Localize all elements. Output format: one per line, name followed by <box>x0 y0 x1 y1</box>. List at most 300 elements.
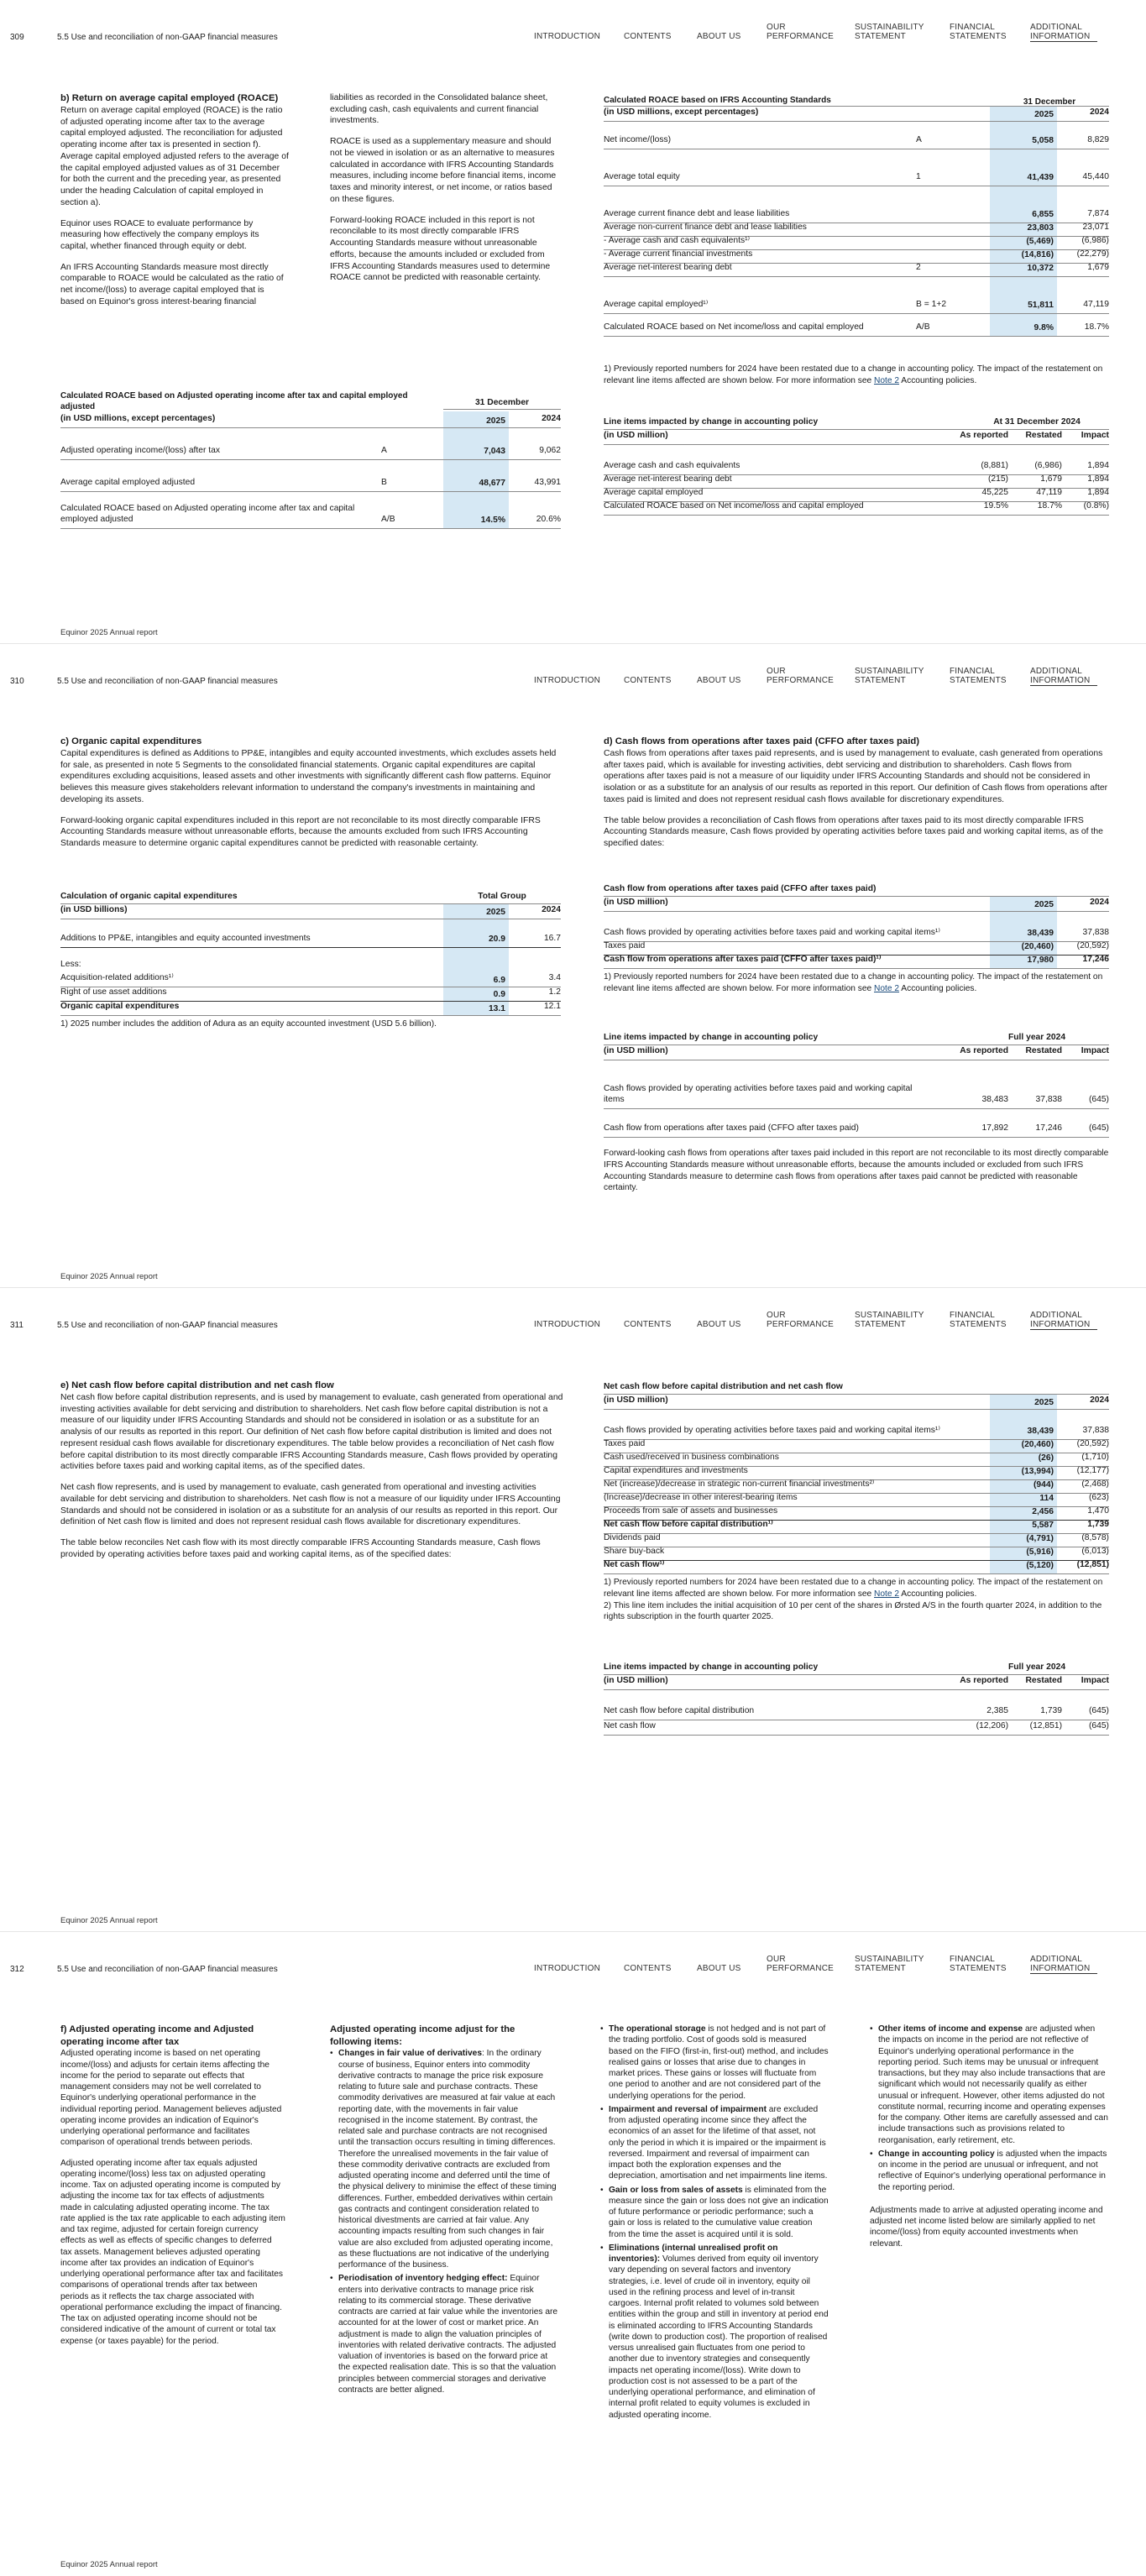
unit-label: (in USD million) <box>604 1395 668 1405</box>
aoi-col3 <box>600 2024 829 2423</box>
table-organic-capex <box>60 893 561 1030</box>
row-label: Average cash and cash equivalents <box>604 460 740 470</box>
value-2025: 41,439 <box>990 149 1057 186</box>
cffo-text <box>604 736 1109 859</box>
aoi-col4 <box>870 2024 1109 2259</box>
col-as-reported: As reported <box>960 1675 1008 1685</box>
paragraph: ROACE is used as a supplementary measure and should not be viewed in isolation or as an alternative to measures calculated in accordance with IFRS Accounting Standards measures, including income before financial items, income taxes and minority interest, or net income, or ratios based on these figures. <box>330 137 557 204</box>
table-row <box>604 475 1109 489</box>
table-row <box>604 1521 1109 1534</box>
value-impact: (645) <box>1088 1705 1109 1715</box>
bullet-item <box>600 2104 829 2182</box>
paragraph: Return on average capital employed (ROACE) is the ratio of adjusted operating income after tax to the average capital employed adjusted. The reconciliation for adjusted operating income after tax is presented in section f). Average capital employed adjusted refers to the average of the capital employed adjusted values as of 31 December for both the current and the preceding year, as presented under the heading Calculation of capital employed in section a). <box>60 105 289 207</box>
bullet-term: Gain or loss from sales of assets <box>609 2185 743 2195</box>
value-2025: (14,816) <box>990 250 1057 263</box>
row-label: Cash used/received in business combinations <box>604 1452 779 1462</box>
column-group: Total Group <box>478 891 526 901</box>
nav-our-performance[interactable]: OUR PERFORMANCE <box>767 23 834 41</box>
bullet-item <box>870 2149 1109 2193</box>
bullet-text: Volumes derived from equity oil inventory vary depending on several factors and inventory strategies, i.e. level of crude oil in inventory, equity oil used in the refining process and level of in-transit cargoes. Internal profit related to volumes sold between entities within the group and still in inventory at period end is eliminated according to IFRS Accounting Standards (write down to production cost). The proportion of realised versus unrealised gain fluctuates from one period to another due to inventory strategies and consequently impacts net operating income/(loss). Write down to production cost is not assessed to be a part of the underlying operational performance, and elimination of internal profit related to equity volumes is excluded in adjusted operating income. <box>609 2254 829 2420</box>
row-label: Right of use asset additions <box>60 987 167 997</box>
row-note: A/B <box>381 514 395 524</box>
value-2024: 17,246 <box>1082 954 1109 964</box>
value-restated: 37,838 <box>1035 1094 1062 1104</box>
table-row <box>604 956 1109 969</box>
row-note: 2 <box>916 262 921 272</box>
column-group-date: 31 December <box>1023 97 1076 107</box>
value-as-reported: 38,483 <box>981 1094 1008 1104</box>
column-group-date: Full year 2024 <box>1007 1032 1066 1042</box>
table-row <box>604 1507 1109 1521</box>
value-2025: 7,043 <box>443 428 509 459</box>
row-note: 1 <box>916 171 921 181</box>
value-2025: (5,916) <box>990 1547 1057 1560</box>
page-number: 309 <box>10 33 24 42</box>
value-2025: 5,587 <box>990 1521 1057 1533</box>
adjust-items-list <box>600 2024 829 2421</box>
row-label: Net income/(loss) <box>604 134 672 144</box>
paragraph: An IFRS Accounting Standards measure most directly comparable to ROACE would be calculated as the ratio of net income/(loss) to average capital employed that is based on Equinor's gross interest-bearing financial <box>60 262 284 306</box>
value-2024: (2,468) <box>1081 1479 1109 1489</box>
nav-introduction[interactable]: INTRODUCTION <box>534 1964 601 1973</box>
value-2024: 43,991 <box>534 477 561 487</box>
table-row <box>604 149 1109 186</box>
row-label: Taxes paid <box>604 1438 646 1448</box>
value-2024: 16.7 <box>543 933 561 943</box>
footnote: 1) 2025 number includes the addition of Adura as an equity accounted investment (USD 5.6 billion). <box>60 1019 437 1029</box>
value-as-reported: 45,225 <box>981 487 1008 497</box>
top-nav <box>0 669 1146 691</box>
table-row <box>60 973 561 987</box>
nav-sustainability-statement[interactable]: SUSTAINABILITY STATEMENT <box>855 667 924 685</box>
row-label: Average total equity <box>604 171 680 181</box>
value-2025: 38,439 <box>990 1410 1057 1439</box>
table-row <box>60 948 561 973</box>
unit-label: (in USD million) <box>604 897 668 907</box>
table-title: Line items impacted by change in accounting policy <box>604 1032 819 1042</box>
value-2025: (20,460) <box>990 1440 1057 1453</box>
row-label: Net cash flow before capital distribution <box>604 1705 755 1715</box>
nav-about-us[interactable]: ABOUT US <box>697 1964 741 1973</box>
nav-about-us[interactable]: ABOUT US <box>697 32 741 41</box>
nav-financial-statements[interactable]: FINANCIAL STATEMENTS <box>950 23 1007 41</box>
nav-introduction[interactable]: INTRODUCTION <box>534 676 601 685</box>
row-label: Taxes paid <box>604 940 646 950</box>
row-label: Average net-interest bearing debt <box>604 474 732 484</box>
col-2025: 2025 <box>443 411 509 427</box>
section-title: 5.5 Use and reconciliation of non-GAAP financial measures <box>57 33 278 42</box>
value-2024: (6,013) <box>1081 1546 1109 1556</box>
row-label: Cash flow from operations after taxes paid (CFFO after taxes paid)¹⁾ <box>604 954 882 964</box>
bullet-term: Periodisation of inventory hedging effect: <box>338 2274 508 2284</box>
col-restated: Restated <box>1025 430 1062 440</box>
row-label: Less: <box>60 959 81 969</box>
table-body <box>604 1690 1109 1736</box>
row-label: Net cash flow before capital distribution¹⁾ <box>604 1519 773 1529</box>
paragraph: liabilities as recorded in the Consolidated balance sheet, excluding cash, cash equivalents and current financial investments. <box>330 93 548 126</box>
table-row <box>604 250 1109 264</box>
value-2024: (12,177) <box>1076 1465 1109 1475</box>
value-2025: 0.9 <box>443 987 509 1001</box>
value-impact: (645) <box>1088 1123 1109 1133</box>
heading-adjusted-operating-income: f) Adjusted operating income and Adjusted operating income after tax <box>60 2024 254 2047</box>
bullet-term: Other items of income and expense <box>878 2024 1023 2034</box>
section-title: 5.5 Use and reconciliation of non-GAAP financial measures <box>57 1965 278 1974</box>
table-net-cash-flow <box>604 1383 1109 1623</box>
value-2025: 114 <box>990 1494 1057 1506</box>
paragraph: Cash flows from operations after taxes paid represents, and is used by management to evaluate, cash generated from operations after taxes paid, which is available for investing activities, debt servicing and distribution to shareholders. Cash flows from operations after taxes paid is not a measure of our liquidity under IFRS Accounting Standards and should not be considered in isolation or as a substitute for an analysis of our results as reported in this report. Our definition of Cash flows from operations after taxes paid is limited and does not represent residual cash flows available for discretionary expenditures. <box>604 748 1108 804</box>
bullet-term: Eliminations (internal unrealised profit on inventories): <box>609 2243 778 2264</box>
row-note: A <box>381 445 387 455</box>
value-impact: 1,894 <box>1087 460 1109 470</box>
nav-sustainability-statement[interactable]: SUSTAINABILITY STATEMENT <box>855 1955 924 1973</box>
bullet-text: are adjusted when the impacts on income in the period are not reflective of Equinor's underlying operational performance in the reporting period. Such items may be unusual or infrequent transactions, but they may also include transactions that are significant which would not necessarily qualify as either unusual or infrequent. However, other items adjusted do not constitute normal, recurring income and operating expenses for the company. Other items are carefully assessed and can include transactions such as provisions related to reorganisation, early retirement, etc. <box>878 2024 1108 2145</box>
row-label: Cash flow from operations after taxes paid (CFFO after taxes paid) <box>604 1123 859 1133</box>
page-312 <box>0 1932 1146 2576</box>
value-2024: 23,071 <box>1082 222 1109 232</box>
row-label: Dividends paid <box>604 1532 661 1542</box>
heading-organic-capex: c) Organic capital expenditures <box>60 736 202 746</box>
value-2025: 14.5% <box>443 492 509 528</box>
table-roace-ifrs <box>604 96 1109 122</box>
row-label: Adjusted operating income/(loss) after tax <box>60 445 221 455</box>
value-2024: 9,062 <box>539 445 561 455</box>
col-restated: Restated <box>1025 1675 1062 1685</box>
note-2-link[interactable]: Note 2 <box>874 375 900 385</box>
value-2024: (623) <box>1088 1492 1109 1502</box>
nav-about-us[interactable]: ABOUT US <box>697 1320 741 1329</box>
unit-label: (in USD billions) <box>60 904 128 914</box>
footnote-text: 1) Previously reported numbers for 2024 have been restated due to a change in accounting policy. The impact of the restatement on relevant line items affected are shown below. For more information see <box>604 364 1103 385</box>
nav-financial-statements[interactable]: FINANCIAL STATEMENTS <box>950 667 1007 685</box>
row-label: - Average cash and cash equivalents¹⁾ <box>604 235 751 245</box>
paragraph: Adjusted operating income is based on net operating income/(loss) and adjusts for certain items affecting the income for the period to separate out effects that management considers may not be well correlated to Equinor's underlying operational performance in the individual reporting period. Management believes adjusted operating income provides an indication of Equinor's underlying operational performance and facilitates comparison of operational trends between periods. <box>60 2049 282 2148</box>
page-header <box>0 644 1146 696</box>
table-row <box>604 277 1109 314</box>
row-label: Cash flows provided by operating activities before taxes paid and working capital items¹⁾ <box>604 927 940 937</box>
nav-financial-statements[interactable]: FINANCIAL STATEMENTS <box>950 1955 1007 1973</box>
bullet-term: The operational storage <box>609 2024 706 2034</box>
value-2025: 5,058 <box>990 122 1057 149</box>
row-label: Cash flows provided by operating activities before taxes paid and working capital items¹⁾ <box>604 1425 940 1435</box>
paragraph: Adjustments made to arrive at adjusted operating income and adjusted net income listed below are similarly applied to net income/(loss) from equity accounted investments when relevant. <box>870 2205 1103 2249</box>
aoi-col2 <box>330 2024 558 2398</box>
bullet-term: Impairment and reversal of impairment <box>609 2104 767 2114</box>
page-309 <box>0 0 1146 644</box>
top-nav <box>0 1957 1146 1979</box>
column-group-date: Full year 2024 <box>1007 1662 1066 1672</box>
value-2024: (6,986) <box>1081 235 1109 245</box>
footnote-text-end: Accounting policies. <box>899 983 977 993</box>
bullet-text: is adjusted when the impacts on income in the period are unusual or infrequent, and not reflective of Equinor's underlying operational performance in the reporting period. <box>878 2149 1107 2192</box>
bullet-text: Equinor enters into derivative contracts to manage price risk relating to its commercial storage. These derivative contracts are carried at fair value while the inventories are accounted for at the lower of cost or market price. An adjustment is made to align the valuation principles of inventories with related derivative contracts. The adjusted valuation of inventories is based on the forward price at the expected realisation date. This is so that the valuation principles between commercial storages and derivative contracts are better aligned. <box>338 2274 558 2395</box>
col-2024: 2024 <box>542 904 561 914</box>
value-2024: 1.2 <box>548 987 561 997</box>
table-row <box>604 264 1109 277</box>
col-as-reported: As reported <box>960 1045 1008 1055</box>
adjust-items-list <box>870 2024 1109 2193</box>
bullet-text: is eliminated from the measure since the gain or loss does not give an indication of future performance or periodic performance; such a gain or loss is related to the cumulative value creation from the time the asset is acquired until it is sold. <box>609 2185 829 2239</box>
col-2025: 2025 <box>990 107 1057 121</box>
nav-additional-information[interactable]: ADDITIONAL INFORMATION <box>1030 23 1097 42</box>
table-impacted-309 <box>604 418 1109 516</box>
page-header <box>0 0 1146 52</box>
row-label: Calculated ROACE based on Adjusted operating income after tax and capital employed adjusted <box>60 504 355 524</box>
page-header <box>0 1932 1146 1984</box>
value-as-reported: 19.5% <box>983 500 1008 510</box>
value-2024: (20,592) <box>1076 1438 1109 1448</box>
table-title: Cash flow from operations after taxes paid (CFFO after taxes paid) <box>604 883 877 893</box>
value-restated: 1,679 <box>1040 474 1062 484</box>
value-2025: 51,811 <box>990 277 1057 313</box>
value-2025: (13,994) <box>990 1467 1057 1479</box>
heading-roace: b) Return on average capital employed (ROACE) <box>60 93 279 103</box>
nav-additional-information[interactable]: ADDITIONAL INFORMATION <box>1030 667 1097 686</box>
table-title: Line items impacted by change in accounting policy <box>604 1662 819 1672</box>
top-nav <box>0 1313 1146 1335</box>
table-row <box>604 1690 1109 1720</box>
row-label: Average capital employed adjusted <box>60 477 196 487</box>
value-2025: 38,439 <box>990 912 1057 941</box>
footer: Equinor 2025 Annual report <box>60 1916 158 1925</box>
value-as-reported: 2,385 <box>986 1705 1008 1715</box>
value-2024: 18.7% <box>1084 322 1109 332</box>
table-row <box>604 237 1109 250</box>
footnote-text: 1) Previously reported numbers for 2024 have been restated due to a change in accounting policy. The impact of the restatement on relevant line items affected are shown below. For more information see <box>604 972 1103 993</box>
value-2025: 48,677 <box>443 460 509 491</box>
paragraph: Net cash flow before capital distribution represents, and is used by management to evaluate, cash generated from operational and investing activities available for debt servicing and distribution to shareholders. Net cash flow before capital distribution is not a measure of our liquidity under IFRS Accounting Standards and should not be considered in isolation or as a substitute for an analysis of our results as reported in this report. Our definition of Net cash flow before capital distribution is limited and does not represent residual cash flows available for discretionary expenditures. The table below provides a reconciliation of Net cash flow before capital distribution to its most directly comparable IFRS Accounting Standards measure, Cash flows provided by operating activities before taxes paid and working capital items, as of the specified dates. <box>60 1392 563 1472</box>
value-impact: (645) <box>1088 1720 1109 1730</box>
table-row <box>60 1002 561 1016</box>
bullet-text: is not hedged and is not part of the trading portfolio. Cost of goods sold is measured based on the FIFO (first-in, first-out) method, and includes realised gains or losses that arise due to changes in market prices. These gains or losses will fluctuate from one period to another and are not considered part of the underlying operations for the period. <box>609 2024 829 2101</box>
row-note: B <box>381 477 387 487</box>
value-restated: (12,851) <box>1029 1720 1062 1730</box>
unit-label: (in USD million) <box>604 430 668 440</box>
table-row <box>604 1494 1109 1507</box>
row-note: A <box>916 134 922 144</box>
table-row <box>604 1060 1109 1109</box>
value-2025: 2,456 <box>990 1507 1057 1520</box>
table-row <box>604 1109 1109 1138</box>
value-as-reported: (215) <box>987 474 1008 484</box>
nav-about-us[interactable]: ABOUT US <box>697 676 741 685</box>
table-row <box>604 1561 1109 1574</box>
value-2025: (4,791) <box>990 1534 1057 1547</box>
table-body <box>604 1060 1109 1138</box>
row-label: - Average current financial investments <box>604 249 753 259</box>
col-impact: Impact <box>1081 1675 1109 1685</box>
value-2025: 9.8% <box>990 314 1057 336</box>
nav-our-performance[interactable]: OUR PERFORMANCE <box>767 1311 834 1329</box>
nav-introduction[interactable]: INTRODUCTION <box>534 32 601 41</box>
table-row <box>604 1480 1109 1494</box>
page-header <box>0 1288 1146 1340</box>
note-2-link[interactable]: Note 2 <box>874 1589 900 1599</box>
nav-our-performance[interactable]: OUR PERFORMANCE <box>767 1955 834 1973</box>
value-2024: (8,578) <box>1081 1532 1109 1542</box>
value-2024: 8,829 <box>1087 134 1109 144</box>
row-label: Net (increase)/decrease in strategic non-current financial investments²⁾ <box>604 1479 875 1489</box>
table-title: Calculated ROACE based on IFRS Accounting Standards <box>604 96 831 105</box>
table-row <box>60 428 561 460</box>
paragraph: Forward-looking cash flows from operations after taxes paid included in this report are not reconcilable to its most directly comparable IFRS Accounting Standards measure without unreasonable efforts, because the amounts included or excluded from such IFRS Accounting Standards measure to determine cash flows from operations after taxes paid cannot be predicted with reasonable certainty. <box>604 1149 1109 1193</box>
footer: Equinor 2025 Annual report <box>60 2560 158 2569</box>
value-2025: 6.9 <box>443 973 509 987</box>
paragraph: Adjusted operating income after tax equals adjusted operating income/(loss) less tax on adjusted operating income. Tax on adjusted operating income is computed by adjusting the income tax for tax effects of adjustments made in calculating adjusted operating income. The tax rate applied is the tax rate applicable to each adjusting item and tax regime, adjusted for certain foreign currency effects as well as effects of specific changes to deferred tax assets. Management believes adjusted operating income after tax provides an indication of Equinor's underlying operational performance after tax and facilitates comparisons of operational trends after tax between periods as it reflects the tax charge associated with operational performance excluding the impact of financing. The tax on adjusted operating income should not be considered indicative of the amount of current or total tax expense (or taxes payable) for the period. <box>60 2158 285 2346</box>
value-2024: 7,874 <box>1087 208 1109 218</box>
table-row <box>60 987 561 1002</box>
row-label: Calculated ROACE based on Net income/loss and capital employed <box>604 322 864 332</box>
row-label: Cash flows provided by operating activities before taxes paid and working capital items <box>604 1084 913 1104</box>
value-as-reported: (12,206) <box>976 1720 1008 1730</box>
paragraph: The table below provides a reconciliation of Cash flows from operations after taxes paid to its most directly comparable IFRS Accounting Standards measure, Cash flows provided by operating activities before taxes paid and working capital items, as of the specified dates: <box>604 815 1103 849</box>
bullet-item <box>870 2024 1109 2146</box>
table-row <box>60 492 561 529</box>
value-2024: 12.1 <box>543 1001 561 1011</box>
value-impact: (645) <box>1088 1094 1109 1104</box>
bullet-text: : In the ordinary course of business, Equinor enters into commodity derivative contracts to manage the price risk exposure relating to future sale and purchase contracts. These commodity derivatives are measured at fair value at each reporting date, with the movements in fair value recognised in the income statement. By contrast, the related sale and purchase contracts are not recognised until the transaction occurs resulting in timing differences. Therefore the unrealised movements in the fair value of these commodity derivative contracts are excluded from adjusted operating income and deferred until the time of the physical delivery to minimise the effect of these timing differences. Further, embedded derivatives within certain gas contracts and contingent consideration related to historical divestments are carried at fair value. Any accounting impacts resulting from such changes in fair value are also excluded from adjusted operating income, as these fluctuations are not indicative of the underlying performance of the business. <box>338 2049 557 2270</box>
paragraph: Capital expenditures is defined as Additions to PP&E, intangibles and equity accounted investments, which excludes assets held for sale, as presented in note 5 Segments to the consolidated financial statements. Organic capital expenditures are capital expenditures excluding acquisitions, leased assets and other investments with significantly different cash flow patterns. Equinor believes this measure gives stakeholders relevant information to understand the company's investments in maintaining and developing its assets. <box>60 748 557 804</box>
bullet-term: Changes in fair value of derivatives <box>338 2049 482 2059</box>
table-row <box>604 122 1109 149</box>
ncf-text <box>60 1380 564 1569</box>
value-2024: (20,592) <box>1076 940 1109 950</box>
footnote-restated <box>604 361 1109 387</box>
roace-text-col2 <box>330 92 558 293</box>
value-impact: 1,894 <box>1087 487 1109 497</box>
col-restated: Restated <box>1025 1045 1062 1055</box>
page-310 <box>0 644 1146 1288</box>
table-row <box>604 489 1109 502</box>
nav-our-performance[interactable]: OUR PERFORMANCE <box>767 667 834 685</box>
value-2025: (944) <box>990 1480 1057 1493</box>
col-impact: Impact <box>1081 430 1109 440</box>
table-row <box>604 502 1109 516</box>
note-2-link[interactable]: Note 2 <box>874 983 900 993</box>
value-2024: (22,279) <box>1076 249 1109 259</box>
footer: Equinor 2025 Annual report <box>60 628 158 637</box>
footnote-text-end: Accounting policies. <box>899 1589 977 1599</box>
table-title: Net cash flow before capital distribution and net cash flow <box>604 1381 843 1391</box>
unit-label: (in USD million) <box>604 1675 668 1685</box>
heading-cffo: d) Cash flows from operations after taxes paid (CFFO after taxes paid) <box>604 736 920 746</box>
table-row <box>604 223 1109 237</box>
page-number: 312 <box>10 1965 24 1974</box>
row-label: Net cash flow <box>604 1720 656 1730</box>
table-impacted-311 <box>604 1663 1109 1736</box>
row-label: Average current finance debt and lease liabilities <box>604 208 790 218</box>
value-restated: 18.7% <box>1037 500 1062 510</box>
top-nav <box>0 25 1146 47</box>
row-label: Average capital employed¹⁾ <box>604 299 709 309</box>
value-as-reported: 17,892 <box>981 1123 1008 1133</box>
table-row <box>604 314 1109 337</box>
row-label: Organic capital expenditures <box>60 1001 180 1011</box>
row-label: Acquisition-related additions¹⁾ <box>60 972 174 982</box>
col-2025: 2025 <box>443 904 509 919</box>
table-cffo <box>604 885 1109 995</box>
bullet-item <box>600 2243 829 2421</box>
nav-contents[interactable]: CONTENTS <box>624 676 672 685</box>
table-row <box>604 1720 1109 1736</box>
nav-contents[interactable]: CONTENTS <box>624 1320 672 1329</box>
section-title: 5.5 Use and reconciliation of non-GAAP financial measures <box>57 677 278 686</box>
paragraph: Forward-looking ROACE included in this report is not reconcilable to its most directly comparable IFRS Accounting Standards measure without unreasonable efforts, because the amounts included or excluded from IFRS Accounting Standards measures used to determine ROACE cannot be predicted with reasonable certainty. <box>330 215 551 283</box>
roace-text-col1 <box>60 92 289 317</box>
page-number: 311 <box>10 1321 24 1330</box>
footer: Equinor 2025 Annual report <box>60 1272 158 1281</box>
value-2025: 23,803 <box>990 223 1057 236</box>
page-311 <box>0 1288 1146 1932</box>
value-2024: 45,440 <box>1082 171 1109 181</box>
value-2024: 37,838 <box>1082 927 1109 937</box>
section-title: 5.5 Use and reconciliation of non-GAAP financial measures <box>57 1321 278 1330</box>
value-2024: 3.4 <box>548 972 561 982</box>
table-row <box>604 1440 1109 1453</box>
paragraph: Equinor uses ROACE to evaluate performance by measuring how effectively the company employs its capital, whether financed through equity or debt. <box>60 218 259 251</box>
value-restated: 1,739 <box>1040 1705 1062 1715</box>
col-as-reported: As reported <box>960 430 1008 440</box>
value-impact: 1,894 <box>1087 474 1109 484</box>
nav-additional-information[interactable]: ADDITIONAL INFORMATION <box>1030 1311 1097 1330</box>
value-2025: (5,120) <box>990 1561 1057 1573</box>
table-row <box>604 1410 1109 1440</box>
nav-financial-statements[interactable]: FINANCIAL STATEMENTS <box>950 1311 1007 1329</box>
value-restated: 17,246 <box>1035 1123 1062 1133</box>
nav-introduction[interactable]: INTRODUCTION <box>534 1320 601 1329</box>
nav-sustainability-statement[interactable]: SUSTAINABILITY STATEMENT <box>855 23 924 41</box>
page-number: 310 <box>10 677 24 686</box>
table-body <box>604 445 1109 516</box>
table-row <box>60 919 561 948</box>
row-label: Calculated ROACE based on Net income/loss and capital employed <box>604 500 864 510</box>
bullet-item <box>330 2048 558 2270</box>
value-2025: (5,469) <box>990 237 1057 249</box>
bullet-text: are excluded from adjusted operating income since they affect the economics of an asset for the lifetime of that asset, not only the period in which it is impaired or the impairment is reversed. Impairment and reversal of impairment can impact both the exploration expenses and the depreciation, amortisation and net impairments line items. <box>609 2104 828 2181</box>
nav-contents[interactable]: CONTENTS <box>624 1964 672 1973</box>
table-roace-adjusted <box>60 391 561 529</box>
column-group-date: 31 December <box>474 397 530 407</box>
bullet-item <box>600 2024 829 2102</box>
nav-additional-information[interactable]: ADDITIONAL INFORMATION <box>1030 1955 1097 1974</box>
row-label: Average net-interest bearing debt <box>604 262 732 272</box>
col-2024: 2024 <box>1090 107 1109 117</box>
value-impact: (0.8%) <box>1083 500 1109 510</box>
column-group-date: At 31 December 2024 <box>993 416 1081 427</box>
footnote-text-end: Accounting policies. <box>899 375 977 385</box>
col-2024: 2024 <box>542 413 561 423</box>
footnote-text: 1) Previously reported numbers for 2024 have been restated due to a change in accounting policy. The impact of the restatement on relevant line items affected are shown below. For more information see <box>604 1578 1103 1599</box>
value-2025: 13.1 <box>443 1002 509 1015</box>
col-2024: 2024 <box>1090 1395 1109 1405</box>
capex-text <box>60 736 563 859</box>
bullet-item <box>330 2273 558 2395</box>
unit-label: (in USD millions, except percentages) <box>604 107 759 117</box>
row-label: Average capital employed <box>604 487 704 497</box>
value-2024: 1,739 <box>1087 1519 1109 1529</box>
value-2025: 20.9 <box>443 919 509 947</box>
heading-net-cash-flow: e) Net cash flow before capital distribution and net cash flow <box>60 1380 334 1390</box>
paragraph: Net cash flow represents, and is used by management to evaluate, cash generated from operational and investing activities available for debt servicing and distribution to shareholders. Net cash flow is not a measure of our liquidity under IFRS Accounting Standards and should not be considered in isolation or as a substitute for an analysis of our results as reported in this report. Our definition of Net cash flow is limited and does not represent residual cash flows available for discretionary expenditures. <box>60 1483 561 1527</box>
bullet-term: Change in accounting policy <box>878 2149 995 2159</box>
table-title: Line items impacted by change in accounting policy <box>604 416 819 427</box>
nav-sustainability-statement[interactable]: SUSTAINABILITY STATEMENT <box>855 1311 924 1329</box>
table-row <box>604 186 1109 223</box>
nav-contents[interactable]: CONTENTS <box>624 32 672 41</box>
table-row <box>60 460 561 492</box>
bullet-item <box>600 2185 829 2240</box>
paragraph: Forward-looking organic capital expenditures included in this report are not reconcilable to its most directly comparable IFRS Accounting Standards measure without unreasonable efforts, because the amounts excluded from such IFRS Accounting Standards measure to determine organic capital expenditures cannot be predicted with reasonable certainty. <box>60 815 541 849</box>
